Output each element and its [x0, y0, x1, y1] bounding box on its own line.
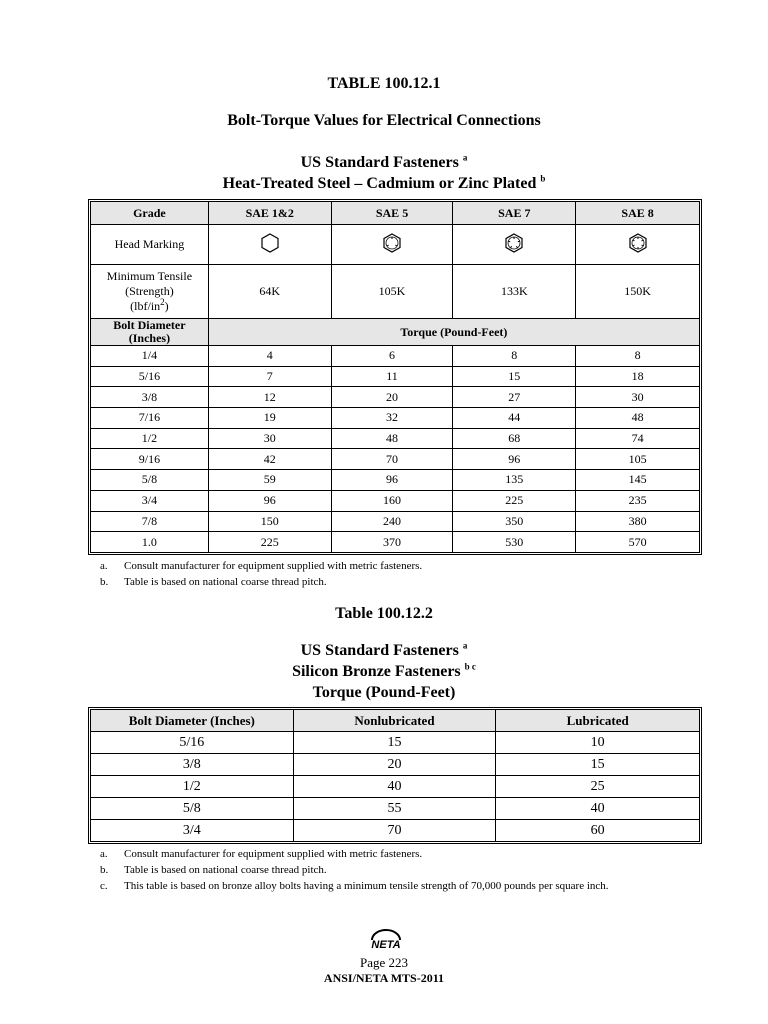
table-row — [91, 776, 700, 798]
torque-value-cell: 4 — [208, 346, 331, 367]
tensile-value: 150K — [576, 265, 700, 319]
table1-caption: Bolt-Torque Values for Electrical Connections — [227, 112, 541, 129]
bolt-diameter-cell: 5/16 — [91, 732, 294, 754]
torque-value-cell: 27 — [453, 387, 576, 408]
table2-number: Table 100.12.2 — [335, 605, 433, 622]
torque-value-cell: 70 — [293, 820, 496, 842]
footnote-ref-bc: b c — [464, 661, 476, 672]
table-row — [91, 428, 700, 449]
torque-value-cell: 42 — [208, 449, 331, 470]
grade-header: SAE 1&2 — [208, 202, 331, 225]
head-marking-cell — [453, 225, 576, 265]
bolt-diameter-cell: 9/16 — [91, 449, 209, 470]
column-header: Bolt Diameter (Inches) — [91, 710, 294, 732]
tensile-label-line: (Strength) — [125, 284, 174, 298]
footnote — [100, 862, 609, 878]
torque-value-cell: 8 — [453, 346, 576, 367]
torque-value-cell: 225 — [208, 532, 331, 553]
bolt-diameter-label-line: Bolt Diameter — [113, 318, 186, 332]
torque-value-cell: 15 — [293, 732, 496, 754]
table-row — [91, 366, 700, 387]
silicon-bronze-table — [90, 709, 700, 842]
table2-subtitle — [0, 640, 768, 703]
tensile-unit-close: ) — [164, 299, 169, 313]
bolt-diameter-cell: 5/16 — [91, 366, 209, 387]
torque-value-cell: 59 — [208, 470, 331, 491]
table-row — [91, 470, 700, 491]
torque-value-cell: 48 — [576, 408, 700, 429]
torque-value-cell: 150 — [208, 511, 331, 532]
torque-value-cell: 10 — [496, 732, 700, 754]
table-row — [91, 387, 700, 408]
table2-subtitle-line2: Silicon Bronze Fasteners — [292, 663, 461, 680]
torque-value-cell: 570 — [576, 532, 700, 553]
grade-row — [91, 202, 700, 225]
bolt-diameter-cell: 1/4 — [91, 346, 209, 367]
standard-name: ANSI/NETA MTS-2011 — [323, 971, 445, 985]
footnote-key: a. — [100, 848, 108, 860]
footnote-key: a. — [100, 560, 108, 572]
footnote — [100, 846, 609, 862]
table2-subtitle-line3: Torque (Pound-Feet) — [312, 684, 456, 701]
hexagon-plain-icon — [260, 233, 280, 253]
torque-value-cell: 12 — [208, 387, 331, 408]
torque-value-cell: 32 — [331, 408, 453, 429]
torque-label: Torque (Pound-Feet) — [208, 319, 699, 346]
neta-logo — [366, 928, 406, 957]
bolt-diameter-label-line: (Inches) — [128, 331, 171, 345]
footnote-ref-a: a — [462, 640, 468, 651]
torque-value-cell: 30 — [208, 428, 331, 449]
head-marking-cell — [576, 225, 700, 265]
footnote-ref-a: a — [462, 152, 468, 163]
head-marking-cell — [208, 225, 331, 265]
hexagon-6-line-icon — [628, 233, 648, 253]
torque-value-cell: 6 — [331, 346, 453, 367]
table-row — [91, 754, 700, 776]
table-row — [91, 532, 700, 553]
table-row — [91, 449, 700, 470]
torque-value-cell: 40 — [496, 798, 700, 820]
torque-value-cell: 235 — [576, 490, 700, 511]
hexagon-3-line-icon — [382, 233, 402, 253]
torque-value-cell: 40 — [293, 776, 496, 798]
torque-value-cell: 96 — [453, 449, 576, 470]
torque-value-cell: 160 — [331, 490, 453, 511]
footnote-text: Consult manufacturer for equipment supplied with metric fasteners. — [124, 560, 423, 572]
bolt-diameter-cell: 7/8 — [91, 511, 209, 532]
torque-value-cell: 105 — [576, 449, 700, 470]
table1-subtitle-line1: US Standard Fasteners — [300, 154, 459, 171]
footnote-text: Table is based on national coarse thread pitch. — [124, 864, 327, 876]
torque-value-cell: 25 — [496, 776, 700, 798]
table1-subtitle — [0, 152, 768, 194]
footnote-text: Table is based on national coarse thread pitch. — [124, 576, 327, 588]
tensile-value: 64K — [208, 265, 331, 319]
footnote-text: This table is based on bronze alloy bolts having a minimum tensile strength of 70,000 pounds per square inch. — [124, 880, 609, 892]
table1-footnotes — [100, 558, 422, 590]
torque-header-row — [91, 319, 700, 346]
table-row — [91, 346, 700, 367]
grade-header: SAE 7 — [453, 202, 576, 225]
bolt-diameter-cell: 7/16 — [91, 408, 209, 429]
grade-label: Grade — [91, 202, 209, 225]
footnote-key: b. — [100, 576, 109, 588]
torque-value-cell: 48 — [331, 428, 453, 449]
torque-value-cell: 15 — [496, 754, 700, 776]
torque-value-cell: 370 — [331, 532, 453, 553]
bolt-torque-rows — [91, 346, 700, 553]
table-row — [91, 820, 700, 842]
bolt-diameter-cell: 3/4 — [91, 820, 294, 842]
torque-value-cell: 55 — [293, 798, 496, 820]
table2-header-row — [91, 710, 700, 732]
torque-value-cell: 11 — [331, 366, 453, 387]
table2-footnotes — [100, 846, 609, 894]
footnote — [100, 574, 422, 590]
footnote-text: Consult manufacturer for equipment supplied with metric fasteners. — [124, 848, 423, 860]
torque-value-cell: 44 — [453, 408, 576, 429]
table-row — [91, 490, 700, 511]
torque-value-cell: 74 — [576, 428, 700, 449]
torque-value-cell: 7 — [208, 366, 331, 387]
torque-value-cell: 18 — [576, 366, 700, 387]
bolt-diameter-label — [91, 319, 209, 346]
table-row — [91, 511, 700, 532]
tensile-value: 105K — [331, 265, 453, 319]
torque-value-cell: 60 — [496, 820, 700, 842]
torque-value-cell: 20 — [331, 387, 453, 408]
torque-value-cell: 96 — [208, 490, 331, 511]
table-row — [91, 798, 700, 820]
grade-header: SAE 5 — [331, 202, 453, 225]
footnote-key: b. — [100, 864, 109, 876]
torque-value-cell: 240 — [331, 511, 453, 532]
tensile-value: 133K — [453, 265, 576, 319]
column-header: Nonlubricated — [293, 710, 496, 732]
bolt-diameter-cell: 5/8 — [91, 798, 294, 820]
torque-value-cell: 19 — [208, 408, 331, 429]
footnote-ref-b: b — [540, 173, 546, 184]
head-marking-cell — [331, 225, 453, 265]
torque-value-cell: 30 — [576, 387, 700, 408]
bolt-diameter-cell: 1/2 — [91, 776, 294, 798]
footnote — [100, 878, 609, 894]
torque-value-cell: 68 — [453, 428, 576, 449]
torque-value-cell: 145 — [576, 470, 700, 491]
page-number: Page 223 — [359, 955, 409, 970]
footnote — [100, 558, 422, 574]
tensile-unit-text: (lbf/in — [130, 299, 161, 313]
table-row — [91, 408, 700, 429]
tensile-label-line: Minimum Tensile — [106, 269, 193, 283]
torque-value-cell: 70 — [331, 449, 453, 470]
neta-logo-icon — [366, 928, 406, 952]
torque-value-cell: 135 — [453, 470, 576, 491]
torque-value-cell: 15 — [453, 366, 576, 387]
footnote-key: c. — [100, 880, 108, 892]
tensile-label — [91, 265, 209, 319]
table1-subtitle-line2: Heat-Treated Steel – Cadmium or Zinc Plated — [222, 175, 537, 192]
neta-logo-text: NETA — [371, 939, 401, 951]
column-header: Lubricated — [496, 710, 700, 732]
torque-value-cell: 530 — [453, 532, 576, 553]
torque-value-cell: 96 — [331, 470, 453, 491]
bolt-diameter-cell: 3/8 — [91, 754, 294, 776]
torque-value-cell: 225 — [453, 490, 576, 511]
head-marking-row — [91, 225, 700, 265]
tensile-row — [91, 265, 700, 319]
table-row — [91, 732, 700, 754]
grade-header: SAE 8 — [576, 202, 700, 225]
hexagon-5-line-icon — [504, 233, 524, 253]
bolt-diameter-cell: 1/2 — [91, 428, 209, 449]
head-marking-label: Head Marking — [91, 225, 209, 265]
bolt-diameter-cell: 5/8 — [91, 470, 209, 491]
torque-value-cell: 350 — [453, 511, 576, 532]
tensile-unit-sup: 2 — [160, 297, 165, 307]
table2-subtitle-line1: US Standard Fasteners — [300, 642, 459, 659]
torque-value-cell: 8 — [576, 346, 700, 367]
tensile-label-unit — [91, 299, 208, 314]
silicon-bronze-rows — [91, 732, 700, 842]
bolt-diameter-cell: 1.0 — [91, 532, 209, 553]
bolt-diameter-cell: 3/8 — [91, 387, 209, 408]
torque-value-cell: 380 — [576, 511, 700, 532]
bolt-diameter-cell: 3/4 — [91, 490, 209, 511]
torque-value-cell: 20 — [293, 754, 496, 776]
table1-number: TABLE 100.12.1 — [327, 75, 441, 92]
bolt-torque-table — [90, 201, 700, 553]
